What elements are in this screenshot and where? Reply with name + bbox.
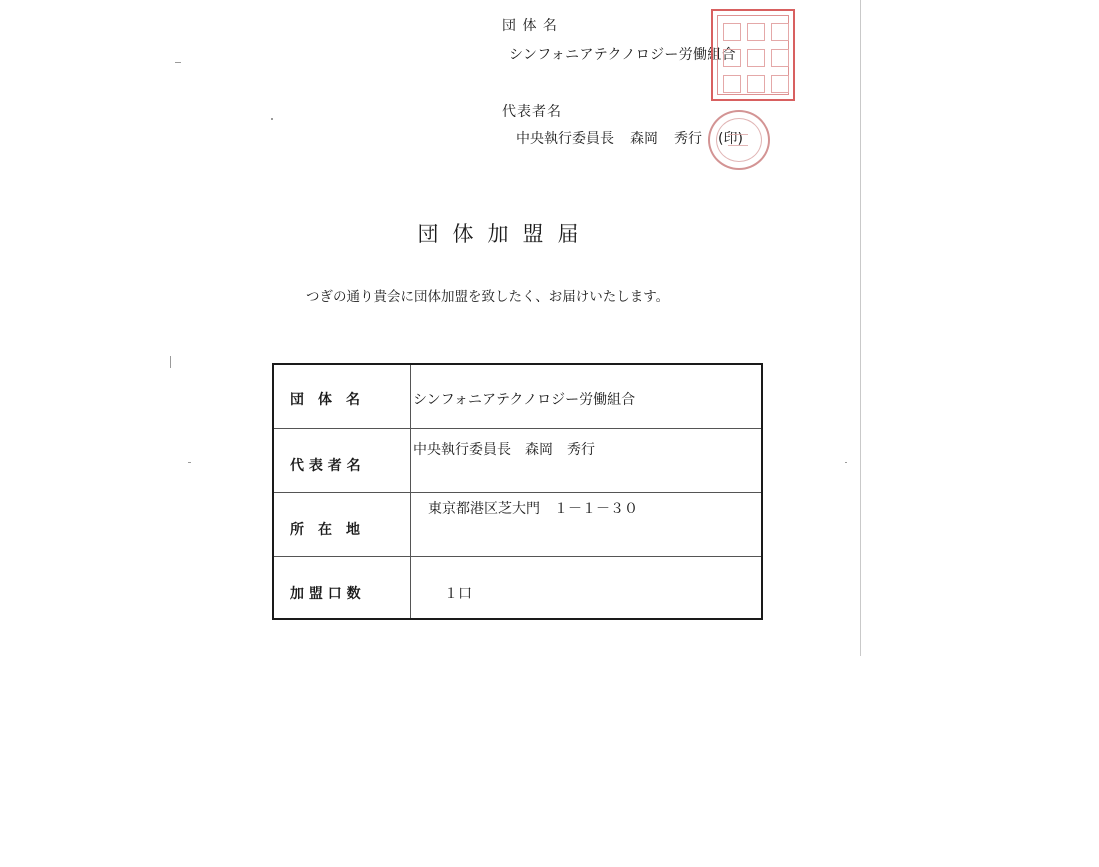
scan-speck: [845, 462, 847, 463]
seal-mark: (印): [718, 131, 743, 147]
scan-speck: [271, 118, 273, 120]
page-edge: [860, 0, 861, 656]
row-label-units: 加 盟 口 数: [290, 586, 361, 602]
document-title: 団体加盟届: [417, 222, 593, 246]
table-row-address: [274, 493, 761, 557]
scan-speck: [188, 462, 191, 463]
row-value-representative: 中央執行委員長 森岡 秀行: [413, 442, 595, 458]
rep-label: 代表者名: [502, 104, 562, 120]
row-label-org-name: 団 体 名: [290, 392, 360, 408]
rep-title: 中央執行委員長: [516, 131, 614, 147]
org-name: シンフォニアテクノロジー労働組合: [509, 47, 736, 63]
scan-speck: [170, 356, 171, 368]
rep-given-name: 秀行: [674, 131, 702, 147]
row-label-representative: 代 表 者 名: [290, 458, 361, 474]
row-value-org-name: シンフォニアテクノロジー労働組合: [413, 392, 636, 408]
row-value-units: １口: [444, 586, 472, 602]
table-row-representative: [274, 429, 761, 493]
organization-seal-stamp: [711, 9, 795, 101]
rep-surname: 森岡: [630, 131, 658, 147]
intro-text: つぎの通り貴会に団体加盟を致したく、お届けいたします。: [306, 289, 670, 305]
table-row-units: [274, 557, 761, 618]
membership-form-table: [272, 363, 763, 620]
table-row-org-name: [274, 365, 761, 429]
row-label-address: 所 在 地: [290, 522, 360, 538]
org-label: 団 体 名: [502, 18, 558, 34]
scan-speck: [175, 62, 181, 63]
representative-seal-stamp: [708, 110, 770, 170]
row-value-address: 東京都港区芝大門 １－１－３０: [428, 501, 638, 517]
